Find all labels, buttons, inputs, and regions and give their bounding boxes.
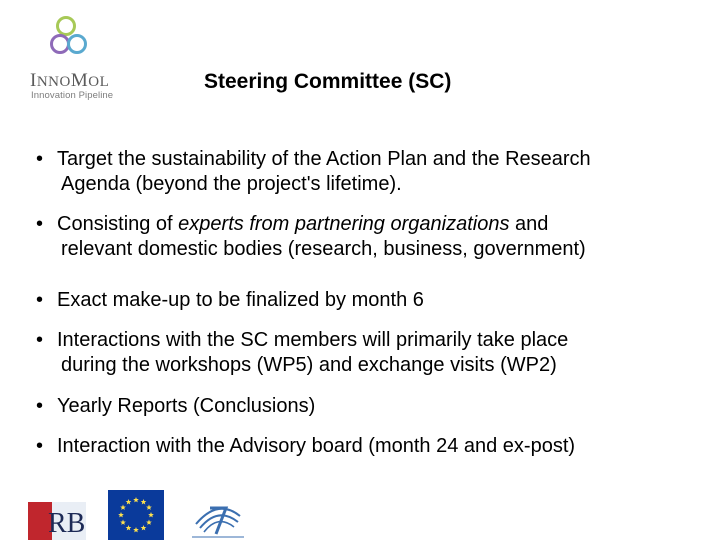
rb-logo-icon (28, 502, 86, 540)
logo-wordmark: INNOMOL (30, 70, 110, 91)
logo-subtitle: Innovation Pipeline (31, 90, 114, 101)
bullet-list (36, 147, 712, 459)
bullet-item (36, 212, 712, 288)
innomol-rings-icon (44, 12, 104, 60)
innomol-logo (18, 10, 128, 102)
bullet-item (36, 328, 712, 394)
bullet-glyph: • (36, 289, 44, 311)
bullet-text: Consisting of (57, 213, 179, 235)
bullet-text: Target the sustainability of the Action Plan and the Research (57, 148, 591, 170)
rb-logo-text: RB (48, 508, 86, 539)
bullet-glyph: • (36, 213, 44, 235)
bullet-text-continued: Agenda (beyond the project's lifetime). (61, 173, 402, 195)
bullet-glyph: • (36, 329, 44, 351)
footer-logos (0, 490, 720, 540)
eu-flag-icon (108, 490, 164, 540)
bullet-text-continued: relevant domestic bodies (research, business, government) (61, 238, 586, 260)
bullet-item (36, 394, 712, 434)
bullet-item (36, 147, 712, 212)
bullet-text: and (509, 213, 549, 235)
fp7-logo-icon (188, 494, 248, 540)
bullet-text: Exact make-up to be finalized by month 6 (57, 289, 424, 311)
bullet-glyph: • (36, 395, 44, 417)
bullet-glyph: • (36, 148, 44, 170)
bullet-text: Yearly Reports (Conclusions) (57, 395, 316, 417)
slide-title: Steering Committee (SC) (204, 70, 452, 93)
bullet-text: Interaction with the Advisory board (month 24 and ex-post) (57, 435, 576, 457)
bullet-text: Interactions with the SC members will primarily take place (57, 329, 569, 351)
bullet-text-continued: during the workshops (WP5) and exchange visits (WP2) (61, 354, 557, 376)
bullet-glyph: • (36, 435, 44, 457)
bullet-emphasis: experts from partnering organizations (178, 213, 510, 235)
bullet-item (36, 434, 712, 459)
bullet-item (36, 288, 712, 328)
